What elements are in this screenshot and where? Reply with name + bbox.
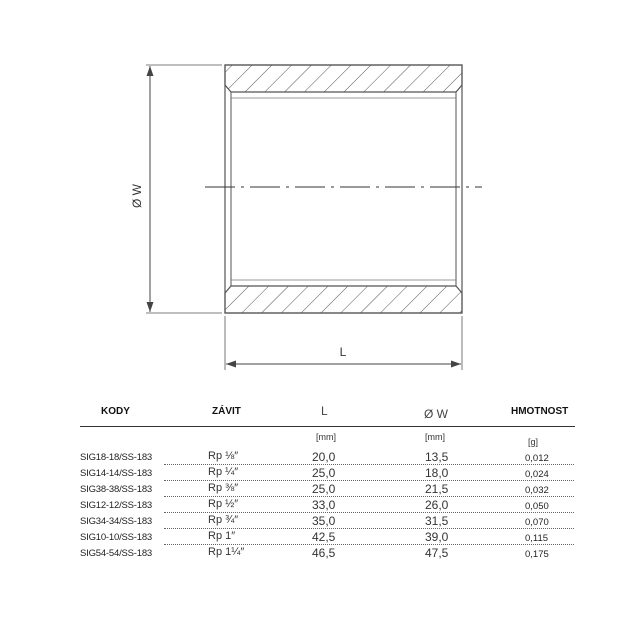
unit-weight: [g] <box>528 437 539 447</box>
code-cell: SIG38-38/SS-183 <box>80 484 152 495</box>
length-cell: 25,0 <box>312 466 336 480</box>
code-cell: SIG12-12/SS-183 <box>80 500 152 511</box>
thread-cell: Rp ¼″ <box>208 466 239 478</box>
code-cell: SIG54-54/SS-183 <box>80 548 152 559</box>
length-cell: 46,5 <box>312 546 336 560</box>
weight-cell: 0,175 <box>525 549 549 560</box>
table-row <box>0 450 633 466</box>
socket-outer-outline <box>225 65 462 313</box>
weight-cell: 0,115 <box>525 533 549 544</box>
diameter-cell: 18,0 <box>425 466 449 480</box>
thread-cell: Rp 1″ <box>208 530 236 542</box>
thread-cell: Rp ⅛″ <box>208 450 239 462</box>
weight-cell: 0,012 <box>525 453 549 464</box>
diameter-cell: 26,0 <box>425 498 449 512</box>
header-code: KODY <box>101 406 130 417</box>
diameter-cell: 47,5 <box>425 546 449 560</box>
header-thread: ZÁVIT <box>212 406 241 417</box>
header-rule <box>80 426 575 427</box>
length-cell: 42,5 <box>312 530 336 544</box>
length-cell: 33,0 <box>312 498 336 512</box>
length-cell: 35,0 <box>312 514 336 528</box>
thread-cell: Rp ½″ <box>208 498 239 510</box>
row-divider <box>164 496 574 497</box>
dim-l-arrow-left <box>226 361 236 368</box>
table-row <box>0 530 633 546</box>
weight-cell: 0,032 <box>525 485 549 496</box>
table-row <box>0 498 633 514</box>
dim-w-arrow-bottom <box>147 302 154 312</box>
row-divider <box>164 544 574 545</box>
socket-bottom-wall <box>225 286 462 313</box>
weight-cell: 0,070 <box>525 517 549 528</box>
row-divider <box>164 528 574 529</box>
table-row <box>0 482 633 498</box>
diameter-cell: 39,0 <box>425 530 449 544</box>
dim-w-arrow-top <box>147 66 154 76</box>
thread-cell: Rp ¾″ <box>208 514 239 526</box>
socket-top-wall <box>225 65 462 92</box>
weight-cell: 0,050 <box>525 501 549 512</box>
code-cell: SIG34-34/SS-183 <box>80 516 152 527</box>
thread-cell: Rp ⅜″ <box>208 482 239 494</box>
length-cell: 25,0 <box>312 482 336 496</box>
table-row <box>0 514 633 530</box>
header-weight: HMOTNOST <box>511 406 569 417</box>
header-length: L <box>321 404 328 418</box>
dim-l-label: L <box>339 345 347 359</box>
unit-length: [mm] <box>316 432 336 442</box>
unit-diameter: [mm] <box>425 432 445 442</box>
diameter-cell: 31,5 <box>425 514 449 528</box>
header-diameter: Ø W <box>424 407 448 421</box>
code-cell: SIG14-14/SS-183 <box>80 468 152 479</box>
length-cell: 20,0 <box>312 450 336 464</box>
weight-cell: 0,024 <box>525 469 549 480</box>
dim-w-label: Ø W <box>130 184 144 208</box>
diameter-cell: 21,5 <box>425 482 449 496</box>
code-cell: SIG18-18/SS-183 <box>80 452 152 463</box>
row-divider <box>164 464 574 465</box>
table-row <box>0 466 633 482</box>
row-divider <box>164 512 574 513</box>
row-divider <box>164 480 574 481</box>
code-cell: SIG10-10/SS-183 <box>80 532 152 543</box>
table-row <box>0 546 633 562</box>
dim-l-arrow-right <box>451 361 461 368</box>
diameter-cell: 13,5 <box>425 450 449 464</box>
thread-cell: Rp 1¼″ <box>208 546 245 558</box>
